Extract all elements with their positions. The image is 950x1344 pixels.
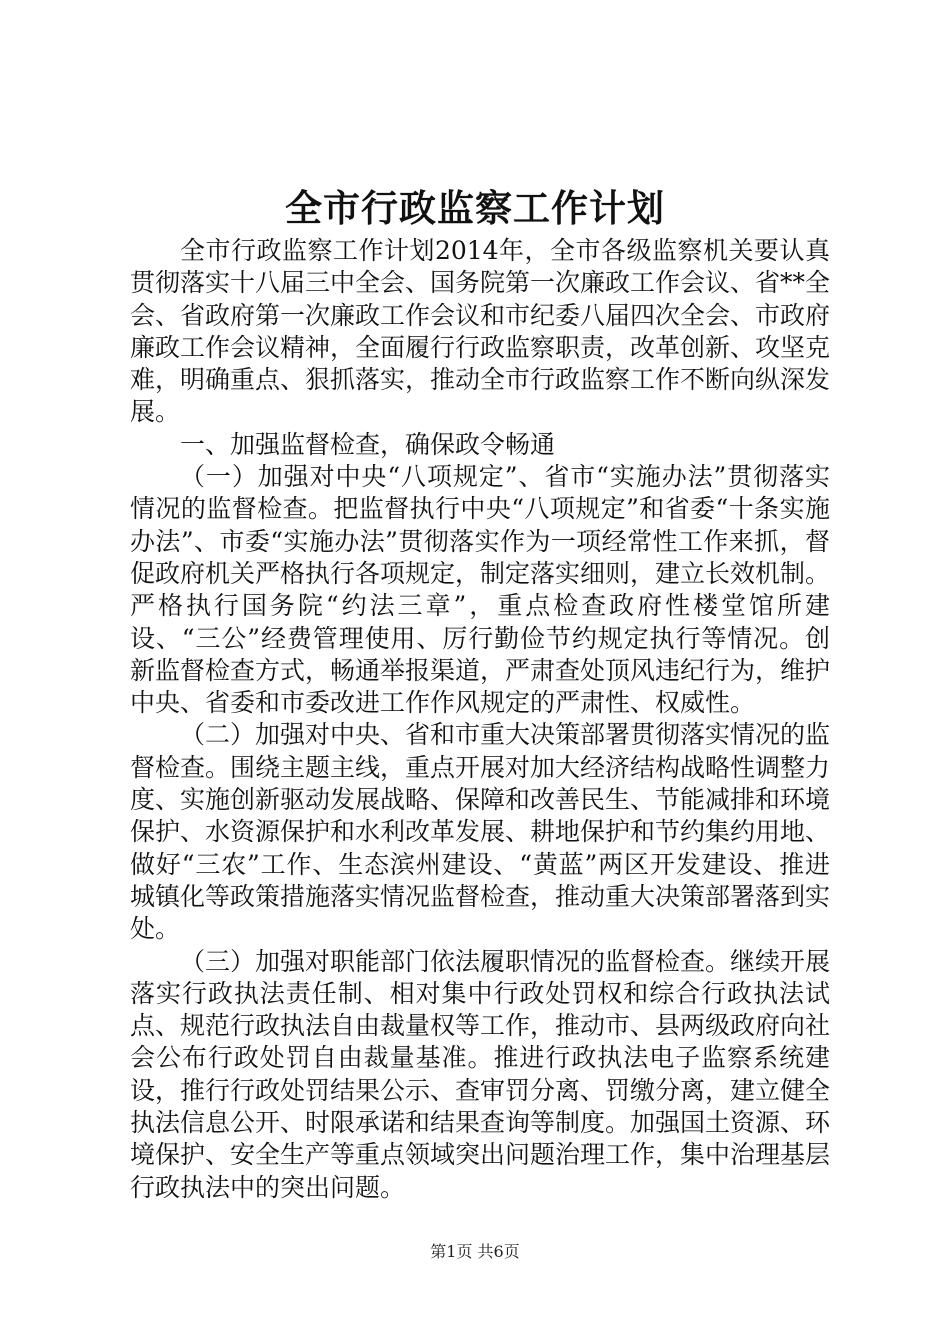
document-body — [130, 235, 830, 1204]
document-title: 全市行政监察工作计划 — [285, 186, 665, 230]
paragraph-item-3: （三）加强对职能部门依法履职情况的监督检查。继续开展落实行政执法责任制、相对集中行政处罚权和综合行政执法试点、规范行政执法自由裁量权等工作，推动市、县两级政府向社会公布行政处罚自由裁量基准。推进行政执法电子监察系统建设，推行行政处罚结果公示、查审罚分离、罚缴分离，建立健全执法信息公开、时限承诺和结果查询等制度。加强国土资源、环境保护、安全生产等重点领域突出问题治理工作，集中治理基层行政执法中的突出问题。 — [130, 946, 831, 1202]
intro-paragraph: 全市行政监察工作计划2014年，全市各级监察机关要认真贯彻落实十八届三中全会、国务院第一次廉政工作会议、省**全会、省政府第一次廉政工作会议和市纪委八届四次全会、市政府廉政工作会议精神，全面履行行政监察职责，改革创新、攻坚克难，明确重点、狠抓落实，推动全市行政监察工作不断向纵深发展。 — [130, 236, 831, 427]
section-heading-1: 一、加强监督检查，确保政令畅通 — [180, 429, 556, 459]
paragraph-item-2: （二）加强对中央、省和市重大决策部署贯彻落实情况的监督检查。围绕主题主线，重点开展对加大经济结构战略性调整力度、实施创新驱动发展战略、保障和改善民生、节能减排和环境保护、水资源保护和水利改革发展、耕地保护和节约集约用地、做好“三农”工作、生态滨州建设、“黄蓝”两区开发建设、推进城镇化等政策措施落实情况监督检查，推动重大决策部署落到实处。 — [130, 720, 831, 944]
page-number-footer: 第1页 共6页 — [430, 1242, 520, 1261]
paragraph-item-1: （一）加强对中央“八项规定”、省市“实施办法”贯彻落实情况的监督检查。把监督执行中央“八项规定”和省委“十条实施办法”、市委“实施办法”贯彻落实作为一项经常性工作来抓，督促政府机关严格执行各项规定，制定落实细则，建立长效机制。严格执行国务院“约法三章”，重点检查政府性楼堂馆所建设、“三公”经费管理使用、厉行勤俭节约规定执行等情况。创新监督检查方式，畅通举报渠道，严肃查处顶风违纪行为，维护中央、省委和市委改进工作作风规定的严肃性、权威性。 — [130, 462, 831, 718]
